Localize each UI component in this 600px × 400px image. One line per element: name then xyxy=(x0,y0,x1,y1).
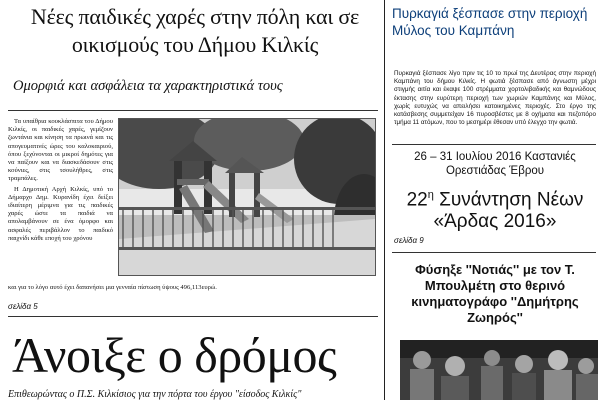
event-date: 26 – 31 Ιουλίου 2016 Καστανιές Ορεστιάδας Έβρου xyxy=(414,151,576,177)
fire-article-body: Πυρκαγιά ξέσπασε λίγο πριν τις 10 το πρωί της Δευτέρας στην περιοχή Καμπάνη του δήμου Κιλκίς. Η φωτιά ξέσπασε από άγνωστη μέχρι στιγμής αιτία και έκαψε 100 στρέμματα χορτολιβαδικής και θαμνώδους έκτασης στην ευρύτερη περιοχή των χωριών Καμπάνης και Μύλος, χωρίς ευτυχώς να απειλήσει κατοικημένες περιοχές. Στο έργο της κατάσβεσης συμμετείχαν 16 πυροσβέστες με 8 οχήματα και πεζοπόρο τμήμα 11 ατόμων, που το μεσημέρι έθεσαν υπό έλεγχο την φωτιά. xyxy=(394,70,596,127)
cinema-headline: Φύσηξε ''Νοτιάς'' με τον Τ. Μπουλμέτη στο θερινό κινηματογράφο ''Δημήτρης Ζωηρός'' xyxy=(411,262,579,325)
page-reference: σελίδα 9 xyxy=(394,236,424,245)
section-rule xyxy=(8,316,378,317)
article-body xyxy=(8,118,113,245)
lead-headline: Άνοιξε ο δρόμος xyxy=(12,327,337,383)
event-headline xyxy=(392,184,598,233)
right-column xyxy=(388,0,600,400)
event-title: Συνάντηση Νέων «Άρδας 2016» xyxy=(433,189,584,233)
ordinal-suffix: η xyxy=(427,189,434,201)
section-rule xyxy=(392,252,596,253)
playground-photo xyxy=(118,118,376,276)
subheadline: Ομορφιά και ασφάλεια τα χαρακτηριστικά τους xyxy=(13,78,283,94)
fire-headline: Πυρκαγιά ξέσπασε στην περιοχή Μύλος του Καμπάνη xyxy=(392,6,588,38)
article-paragraph: Τα υπαίθρια κουκλάσπιτα του Δήμου Κιλκίς, οι παιδικές χαρές, γεμίζουν ζωντάνια και κίνηση τα πρωινά και τις απογευματινές ώρες του καλοκαιριού, όπου ξεχύνονται οι μικροί δημότες για να παίξουν και να διασκεδάσουν στις κούνιες, στις τσουλήθρες, στις τραμπάλες. xyxy=(8,118,113,183)
section-rule xyxy=(8,110,378,111)
lead-story-start: Επιθεωρώντας ο Π.Σ. Κιλκίσιος για την πόρτα του έργου "είσοδος Κιλκίς" xyxy=(8,389,302,400)
column-divider xyxy=(384,0,385,400)
event-number: 22 xyxy=(406,189,428,211)
main-headline: Νέες παιδικές χαρές στην πόλη και σε οικισμούς του Δήμου Κιλκίς xyxy=(30,4,360,57)
section-rule xyxy=(392,144,596,145)
page-reference: σελίδα 5 xyxy=(8,302,38,311)
article-paragraph: Η Δημοτική Αρχή Κιλκίς, υπό το Δήμαρχο Δημ. Κυρανίδη έχει δείξει ιδιαίτερη μέριμνα για τις παιδικές χαρές ώστε τα παιδιά να απολαμβάνουν σε ένα όμορφο και ασφαλές περιβάλλον το παιδικό παιχνίδι κάθε εποχή του χρόνου xyxy=(8,185,113,242)
article-tail: και για το λόγο αυτό έχει δαπανήσει μια γενναία πίστωση ύψους 496,113ευρώ. xyxy=(8,284,217,291)
audience-photo xyxy=(400,340,598,400)
